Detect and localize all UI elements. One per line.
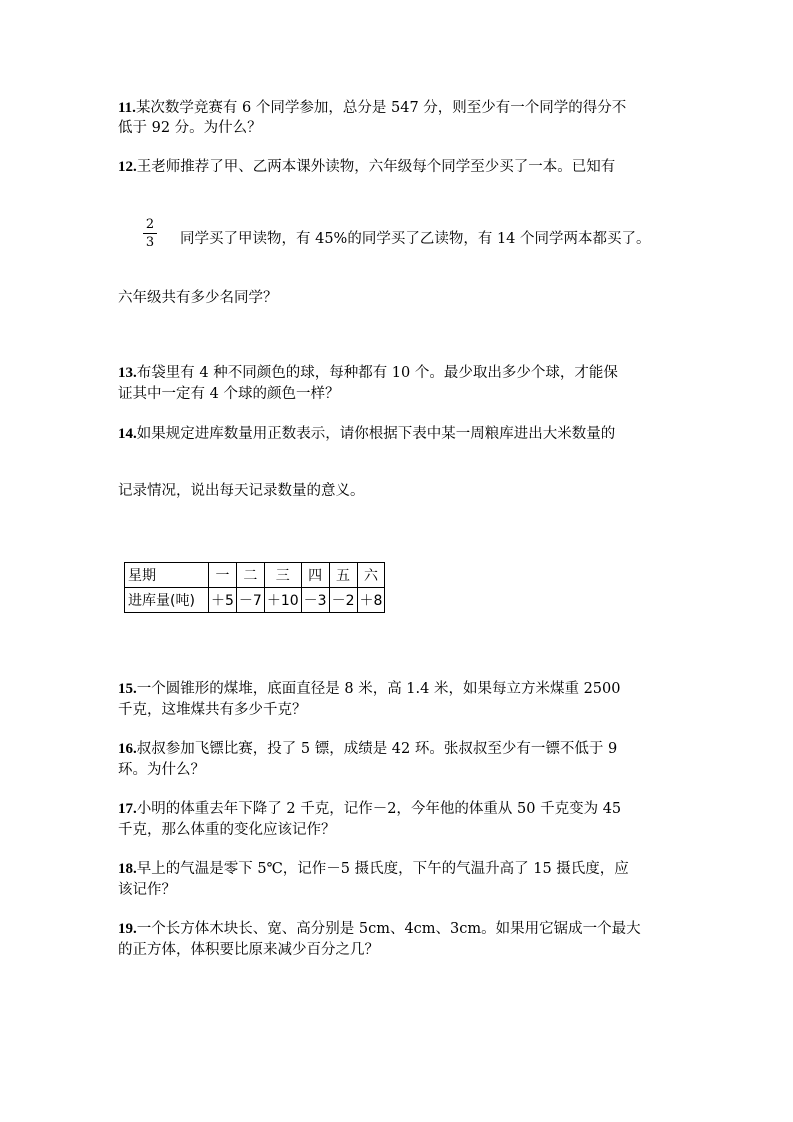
table-cell: －2 (329, 588, 357, 613)
problem-14-text-1: 如果规定进库数量用正数表示，请你根据下表中某一周粮库进出大米数量的 (136, 426, 616, 442)
problem-12-number: 12. (118, 159, 137, 175)
table-cell: 一 (209, 563, 237, 588)
problem-14-line-1 (118, 424, 615, 444)
table-cell: 四 (301, 563, 329, 588)
table-cell: 五 (329, 563, 357, 588)
problem-15-text-1: 一个圆锥形的煤堆，底面直径是 8 米，高 1.4 米，如果每立方米煤重 2500 (136, 681, 621, 697)
table-cell: 三 (264, 563, 301, 588)
problem-12-line-2: 同学买了甲读物，有 45%的同学买了乙读物，有 14 个同学两本都买了。 (180, 231, 651, 247)
warehouse-record-table (124, 562, 385, 613)
problem-13-line-1 (118, 363, 618, 383)
problem-13-line-2: 证其中一定有 4 个球的颜色一样？ (118, 386, 340, 402)
problem-15-number: 15. (118, 681, 137, 697)
problem-16-line-1 (118, 739, 617, 759)
problem-12-line-1 (118, 157, 615, 177)
problem-14-number: 14. (118, 426, 137, 442)
problem-19-number: 19. (118, 921, 137, 937)
problem-19-line-1 (118, 919, 641, 939)
problem-17-line-1 (118, 799, 621, 819)
problem-18-text-1: 早上的气温是零下 5℃，记作－5 摄氏度，下午的气温升高了 15 摄氏度，应 (136, 861, 629, 877)
problem-11-text-1: 某次数学竞赛有 6 个同学参加，总分是 547 分，则至少有一个同学的得分不 (135, 100, 627, 116)
problem-19-text-1: 一个长方体木块长、宽、高分别是 5cm、4cm、3cm。如果用它锯成一个最大 (136, 921, 641, 937)
table-cell: －3 (301, 588, 329, 613)
problem-15-line-2: 千克，这堆煤共有多少千克？ (118, 702, 307, 718)
problem-14-line-2: 记录情况，说出每天记录数量的意义。 (118, 483, 365, 499)
table-cell: ＋5 (209, 588, 237, 613)
problem-17-line-2: 千克，那么体重的变化应该记作？ (118, 822, 336, 838)
problem-17-text-1: 小明的体重去年下降了 2 千克，记作－2，今年他的体重从 50 千克变为 45 (136, 801, 622, 817)
fraction-bar (143, 233, 157, 234)
problem-11-number: 11. (118, 100, 136, 116)
problem-13-text-1: 布袋里有 4 种不同颜色的球，每种都有 10 个。最少取出多少个球，才能保 (136, 365, 618, 381)
table-cell: ＋8 (357, 588, 385, 613)
fraction-denominator: 3 (145, 235, 155, 250)
table-header-row (125, 563, 385, 588)
problem-15-line-1 (118, 679, 620, 699)
problem-16-number: 16. (118, 741, 137, 757)
problem-11-line-1 (118, 98, 626, 118)
table-row (125, 588, 385, 613)
table-cell: 六 (357, 563, 385, 588)
problem-13-number: 13. (118, 365, 137, 381)
problem-18-line-1 (118, 859, 629, 879)
problem-19-line-2: 的正方体，体积要比原来减少百分之几？ (118, 942, 379, 958)
table-cell: 星期 (125, 563, 209, 588)
problem-18-line-2: 该记作？ (118, 882, 176, 898)
fraction-numerator: 2 (145, 217, 155, 232)
problem-18-number: 18. (118, 861, 137, 877)
problem-17-number: 17. (118, 801, 137, 817)
table-cell: ＋10 (264, 588, 301, 613)
table-cell: 进库量(吨) (125, 588, 209, 613)
problem-12-text-1: 王老师推荐了甲、乙两本课外读物，六年级每个同学至少买了一本。已知有 (136, 159, 616, 175)
problem-16-text-1: 叔叔参加飞镖比赛，投了 5 镖，成绩是 42 环。张叔叔至少有一镖不低于 9 (136, 741, 618, 757)
problem-16-line-2: 环。为什么？ (118, 762, 205, 778)
table-cell: －7 (236, 588, 264, 613)
problem-12-line-3: 六年级共有多少名同学？ (118, 290, 278, 306)
fraction-two-thirds (141, 217, 159, 250)
problem-11-line-2: 低于 92 分。为什么？ (118, 120, 262, 136)
table-cell: 二 (236, 563, 264, 588)
